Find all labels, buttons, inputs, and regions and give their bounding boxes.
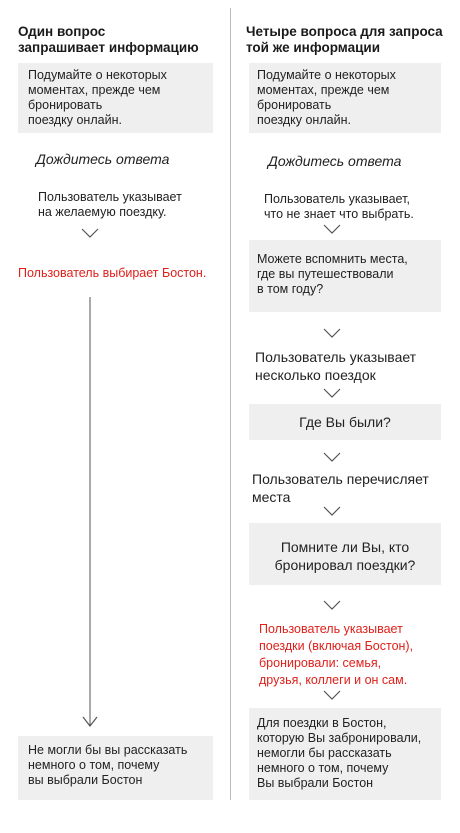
right-question-2-box: Где Вы были? [249, 404, 441, 440]
right-chevron-down-icon-2 [323, 328, 341, 338]
right-question-1-box: Можете вспомнить места, где вы путешествовали в том году? [249, 240, 441, 312]
right-chevron-down-icon-4 [323, 452, 341, 462]
right-question-3-box: Помните ли Вы, кто бронировал поездки? [249, 523, 441, 585]
right-intro-box: Подумайте о некоторых моментах, прежде чем бронировать поездку онлайн. [249, 63, 441, 133]
left-long-arrow-icon [82, 295, 98, 731]
left-user-indicates: Пользователь указывает на желаемую поездку. [38, 190, 182, 219]
right-chevron-down-icon-3 [323, 388, 341, 398]
column-divider [230, 8, 231, 800]
right-column-title: Четыре вопроса для запроса той же информации [246, 24, 443, 55]
right-user-several: Пользователь указывает несколько поездок [255, 349, 417, 383]
left-user-selects: Пользователь выбирает Бостон. [18, 266, 207, 280]
left-chevron-down-icon [81, 228, 99, 238]
right-user-trips: Пользователь указывает поездки (включая Бостон), бронировали: семья, друзья, коллеги и он сам. [259, 622, 414, 687]
left-column-title: Один вопрос запрашивает информацию [18, 24, 199, 55]
left-wait-label: Дождитесь ответа [36, 151, 170, 167]
left-final-question-box: Не могли бы вы рассказать немного о том, почему вы выбрали Бостон [18, 736, 213, 800]
right-chevron-down-icon-5 [323, 506, 341, 516]
left-intro-box: Подумайте о некоторых моментах, прежде чем бронировать поездку онлайн. [18, 63, 213, 133]
right-chevron-down-icon-6 [323, 600, 341, 610]
right-chevron-down-icon-7 [323, 690, 341, 700]
right-user-lists: Пользователь перечисляет места [252, 471, 429, 505]
right-final-question-box: Для поездки в Бостон, которую Вы забронировали, немогли бы рассказать немного о том, почему Вы выбрали Бостон [249, 708, 441, 800]
right-chevron-down-icon-1 [323, 224, 341, 234]
right-wait-label: Дождитесь ответа [268, 153, 402, 169]
right-user-unsure: Пользователь указывает, что не знает что выбрать. [264, 192, 414, 221]
